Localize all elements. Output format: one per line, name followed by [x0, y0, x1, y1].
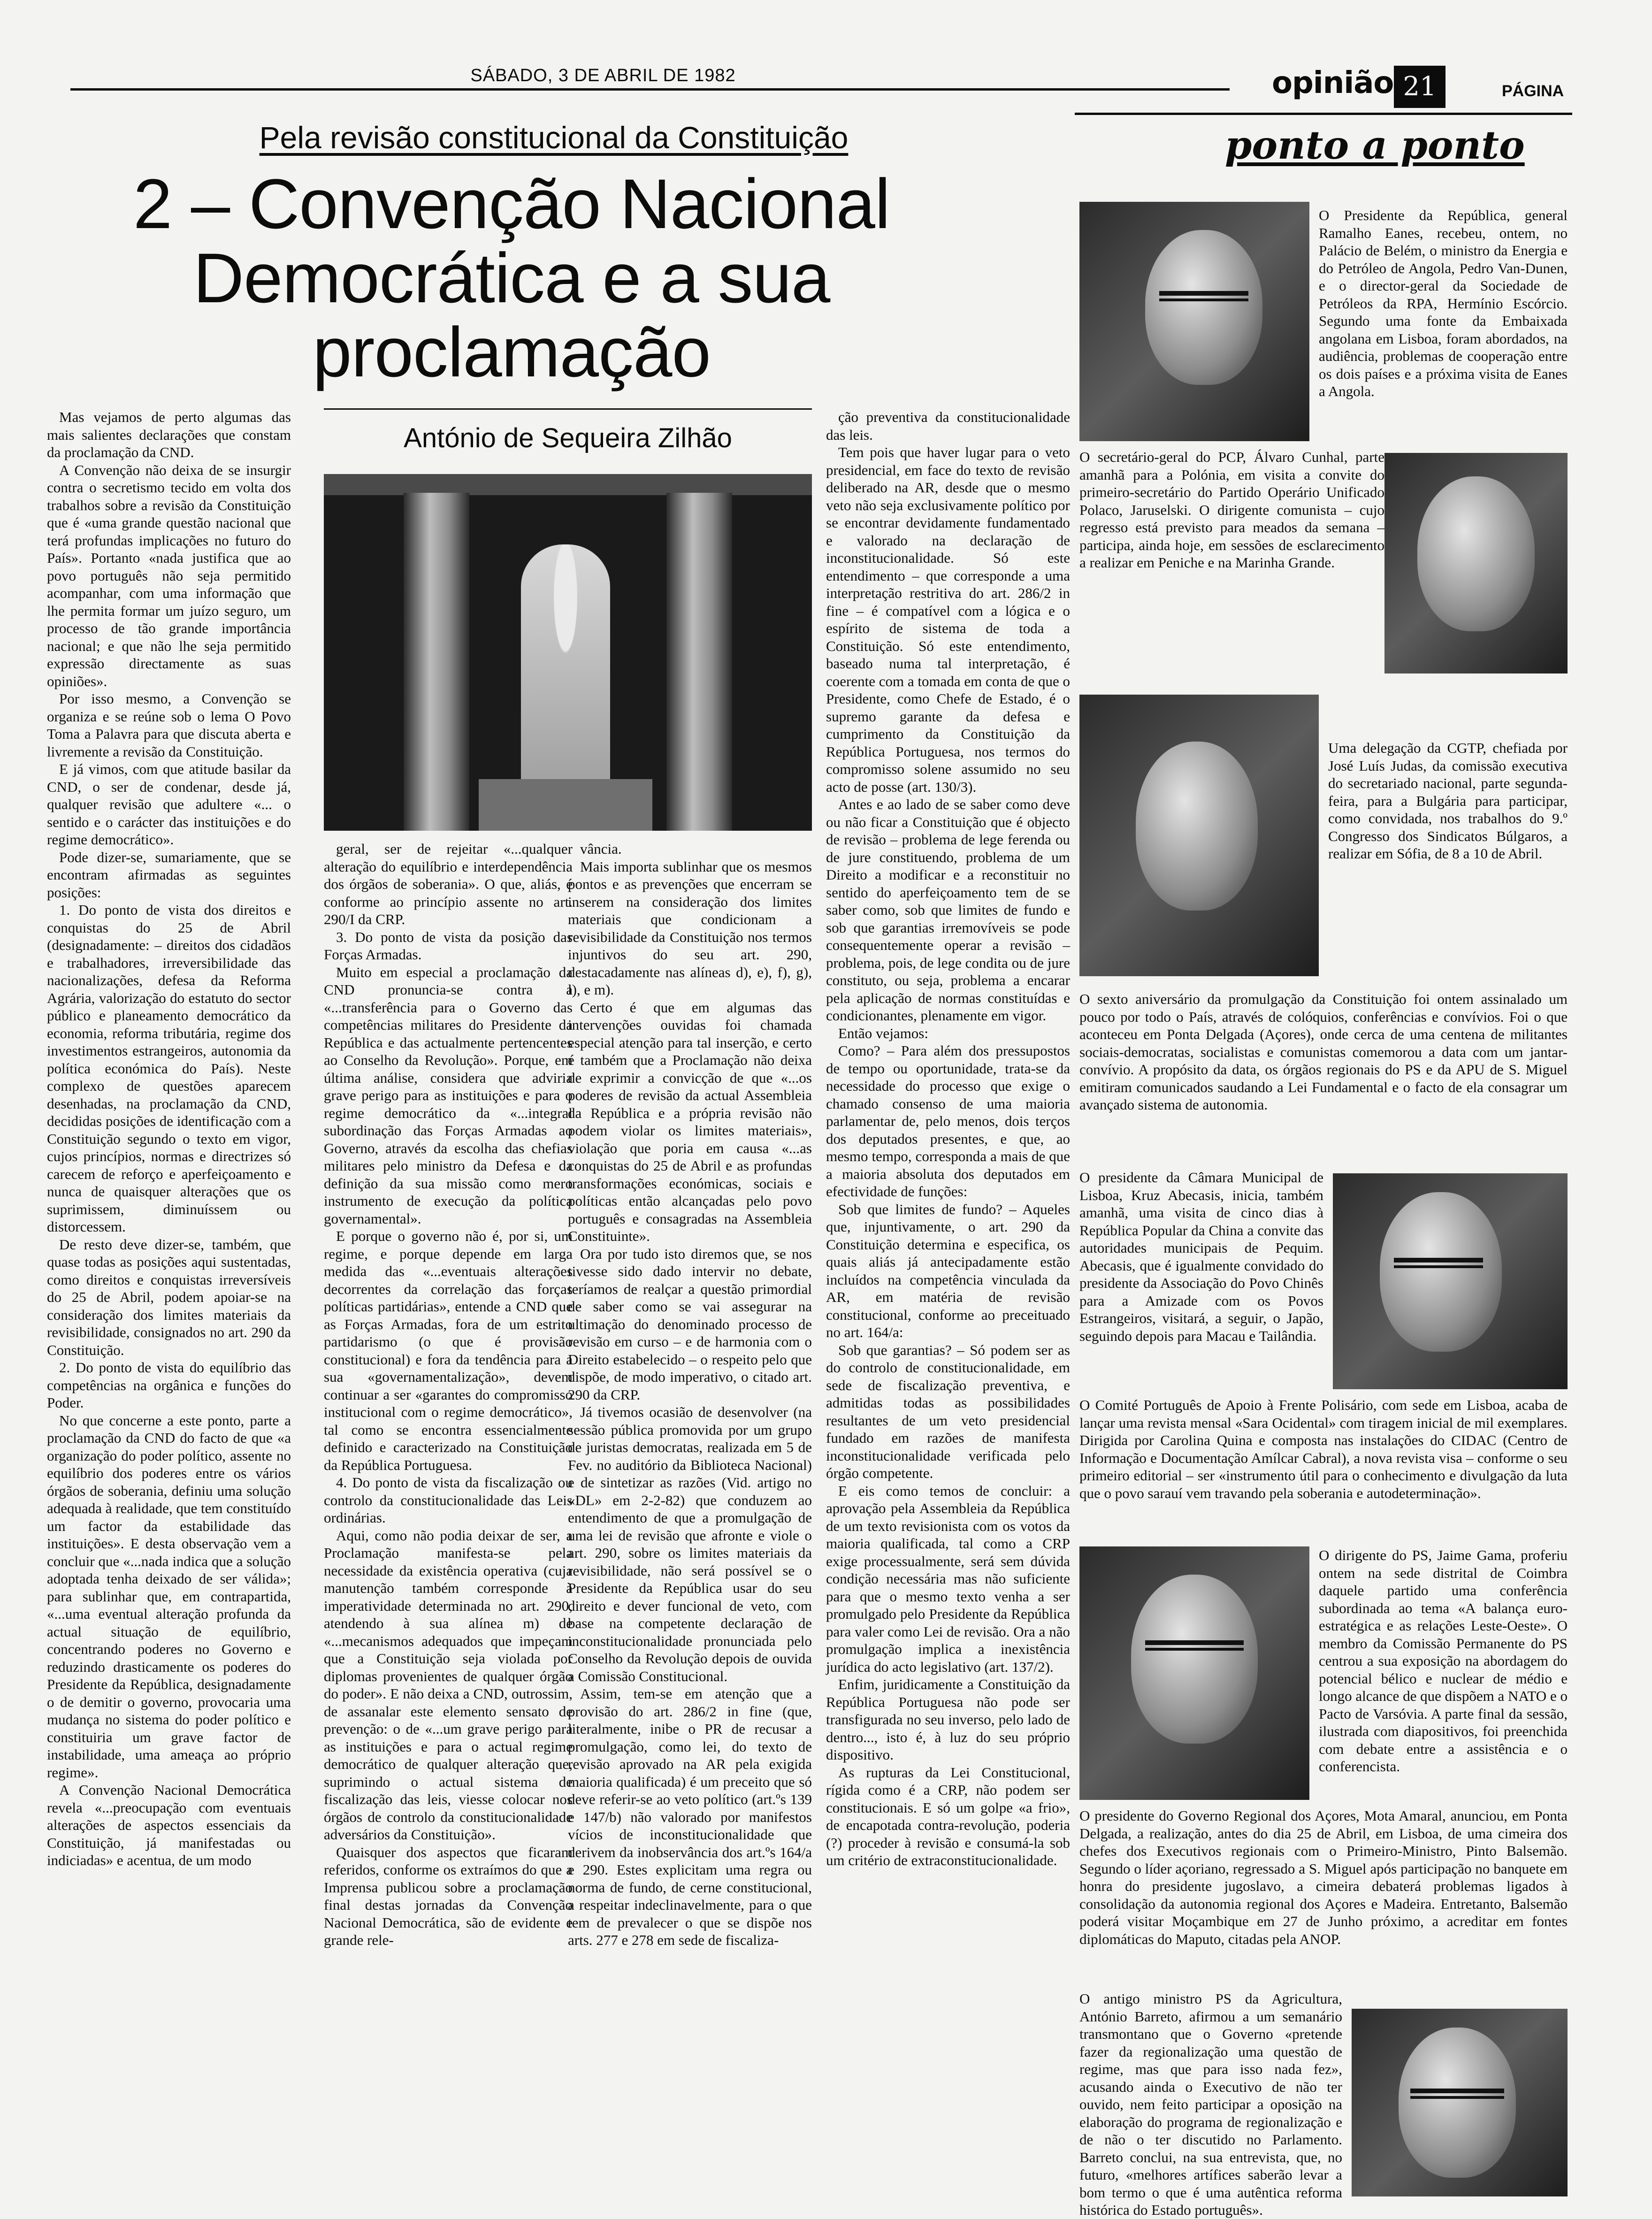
portrait-photo-6 [1352, 2009, 1568, 2196]
article-paragraph: Assim, tem-se em atenção que a provisão do art. 286/2 in fine (que, literalmente, inibe o PR de recusar a promulgação, como lei, do texto de revisão aprovado na AR pela exigida maioria qualificada) é um preceito que só deve referir-se ao veto político (art.ºs 139 e 147/b) não valorado por manifestos vícios de inconstitucionalidade que derivem da inobservância dos art.ºs 164/a e 290. Estes explicitam uma regra ou norma de fundo, de cerne constitucional, a respeitar indeclinavelmente, para o que tem de prevalecer o que se dispõe nos arts. 277 e 278 em sede de fiscaliza- [568, 1685, 812, 1948]
rail-item-6: O Comité Português de Apoio à Frente Polisário, com sede em Lisboa, acaba de lançar uma revista mensal «Sara Ocidental» com tiragem inicial de mil exemplares. Dirigida por Carolina Quina e composta nas instalações do CIDAC (Centro de Informação e Documentação Amílcar Cabral), a nova revista visa – conforme o seu primeiro editorial – ser «instrumento útil para o conhecimento e divulgação da luta que o povo sarauí vem travando pela soberania e autodeterminação». [1079, 1397, 1568, 1501]
portrait-face [1136, 742, 1258, 911]
article-paragraph: E porque o governo não é, por si, um regime, e porque depende em larga medida das «...eventuais alterações decorrentes da correlação das forças políticas partidárias», entende a CND que as Forças Armadas, fora de um estrito partidarismo (o que é provisão constitucional) e fora da tendência para a sua «governamentalização», devem continuar a ser «garantes do compromisso institucional com o regime democrático», tal como se encontra essencialmente definido e caracterizado na Constituição da República Portuguesa. [324, 1228, 573, 1473]
article-column-1 [47, 408, 291, 1869]
portrait-photo-3 [1079, 695, 1319, 976]
rail-item-7: O dirigente do PS, Jaime Gama, proferiu ontem na sede distrital de Coimbra daquele partido uma conferência subordinada ao tema «A balança euro-estratégica e as relações Leste-Oeste». O membro da Comissão Permanente do PS centrou a sua exposição na abordagem do potencial bélico e nuclear de médio e longo alcance de que dispõem a NATO e o Pacto de Varsóvia. A parte final da sessão, ilustrada com diapositivos, foi preenchida com debate entre a assistência e o conferencista. [1319, 1547, 1568, 1775]
article-column-3 [568, 840, 812, 1949]
article-paragraph: Muito em especial a proclamação da CND pronuncia-se contra a «...transferência para o Governo das competências militares do Presidente da República e das actualmente pertencentes ao Conselho da Revolução». Porque, em última análise, considera que adviria grave perigo para as instituições e para o regime democrático da «...integral subordinação das Forças Armadas ao Governo, através da escolha das chefias militares pelo ministro da Defesa e da definição da sua missão como mero instrumento de execução da política governamental». [324, 964, 573, 1227]
byline-rule [324, 408, 812, 410]
article-paragraph: Já tivemos ocasião de desenvolver (na sessão pública promovida por um grupo de juristas democratas, realizada em 5 de Fev. no auditório da Biblioteca Nacional) e de sintetizar as razões (Vid. artigo no «DL» em 2-2-82) que conduzem ao entendimento de que a promulgação de uma lei de revisão que afronte e viole o art. 290, sobre os limites materiais da revisibilidade, não será possível se o Presidente da República usar do seu direito e dever funcional de veto, com base na competente declaração de inconstitucionalidade pronunciada pelo Conselho da Revolução depois de ouvida a Comissão Constitucional. [568, 1404, 812, 1684]
article-paragraph: Tem pois que haver lugar para o veto presidencial, em face do texto de revisão deliberado na AR, desde que o mesmo veto não seja exclusivamente político por se encontrar devidamente fundamentado e valorado na declaração de inconstitucionalidade. Só este entendimento – que corresponde a uma interpretação restritiva do art. 286/2 in fine – é compatível com a lógica e o espírito de sistema de toda a Constituição. Só este entendimento, baseado numa tal interpretação, é coerente com a tomada em conta de que o Presidente, como Chefe de Estado, é o supremo garante da defesa e cumprimento da Constituição da República Portuguesa, nos termos do compromisso solene assumido no seu acto de posse (art. 130/3). [826, 444, 1070, 795]
article-paragraph: Certo é que em algumas das intervenções ouvidas foi chamada especial atenção para tal inserção, e certo é também que a Proclamação não deixa de exprimir a convicção de que «...os poderes de revisão da actual Assembleia da República e a própria revisão não podem violar os limites materiais», violação que poria em causa «...as conquistas do 25 de Abril e as profundas transformações económicas, sociais e políticas então alcançadas pelo povo português e consagradas na Assembleia Constituinte». [568, 999, 812, 1244]
photo-pedestal [479, 779, 652, 831]
rail-item-1: O Presidente da República, general Ramalho Eanes, recebeu, ontem, no Palácio de Belém, o ministro da Energia e do Petróleo de Angola, Pedro Van-Dunen, e o director-geral da Sociedade de Petróleos da RPA, Hermínio Escórcio. Segundo uma fonte da Embaixada angolana em Lisboa, foram abordados, na audiência, problemas de cooperação entre os dois países e a próxima visita de Eanes a Angola. [1319, 207, 1568, 399]
portrait-photo-2 [1384, 453, 1568, 673]
rail-item-3: Uma delegação da CGTP, chefiada por José Luís Judas, da comissão executiva do secretariado nacional, parte segunda-feira, para a Bulgária para participar, como convidada, nos trabalhos do 9.º Congresso dos Sindicatos Búlgaros, a realizar em Sófia, de 8 a 10 de Abril. [1328, 740, 1568, 862]
article-paragraph: As rupturas da Lei Constitucional, rígida como é a CRP, não podem ser constitucionais. E só um golpe «a frio», de encapotada contra-revolução, poderia (?) proceder à revisão e consumá-la sob um critério de extraconstitucionalidade. [826, 1764, 1070, 1868]
portrait-glasses [1394, 1258, 1483, 1268]
masthead-rule [70, 88, 1230, 91]
rail-item-8: O presidente do Governo Regional dos Açores, Mota Amaral, anunciou, em Ponta Delgada, a realização, antes do dia 25 de Abril, em Lisboa, de uma cimeira dos chefes dos Executivos regionais com o Primeiro-Ministro, Pinto Balsemão. Segundo o líder açoriano, regressado a S. Miguel após participação no banquete em honra do presidente jugoslavo, a cimeira debaterá problemas ligados à consolidação da autonomia regional dos Açores e Madeira. Entretanto, Balsemão poderá visitar Moçambique em 27 de Junho próximo, a acreditar em fontes diplomáticas do Maputo, citadas pela ANOP. [1079, 1807, 1568, 1947]
article-paragraph: Mais importa sublinhar que os mesmos pontos e as prevenções que encerram se inserem na consideração dos limites materiais que condicionam a revisibilidade da Constituição nos termos injuntivos do seu art. 290, destacadamente nas alíneas d), e), f), g), l), e m). [568, 858, 812, 998]
article-column-2 [324, 840, 573, 1949]
article-paragraph: A Convenção Nacional Democrática revela «...preocupação com eventuais alterações de aspectos essenciais da Constituição, já manifestadas ou indiciadas» e acentua, de um modo [47, 1782, 291, 1868]
article-paragraph: vância. [580, 841, 622, 857]
article-paragraph: 1. Do ponto de vista dos direitos e conquistas do 25 de Abril (designadamente: – direitos dos cidadãos e trabalhadores, irreversibilidade das nacionalizações, defesa da Reforma Agrária, valorização do estatuto do sector público e planeamento democrático da economia, reforma tributária, regime dos investimentos estrangeiros, autonomia da política económica do País). Neste complexo de questões aparecem desenhadas, na proclamação da CND, decididas posições de identificação com a Constituição segundo o texto em vigor, cujos princípios, normas e directrizes só carecem de reforço e aperfeiçoamento e nunca de quaisquer alterações que os suprimissem, diminuíssem ou distorcessem. [47, 902, 291, 1235]
portrait-face [1399, 2028, 1516, 2178]
photo-statue [521, 544, 610, 807]
article-paragraph: Então vejamos: [838, 1025, 928, 1041]
article-paragraph: Quaisquer dos aspectos que ficaram referidos, conforme os extraímos do que a Imprensa publicou sobre a proclamação final destas jornadas da Convenção Nacional Democrática, são de evidente e grande rele- [324, 1844, 573, 1948]
article-paragraph: 3. Do ponto de vista da posição das Forças Armadas. [324, 928, 573, 963]
portrait-photo-1 [1079, 202, 1309, 441]
article-paragraph: Mas vejamos de perto algumas das mais salientes declarações que constam da proclamação da CND. [47, 409, 291, 460]
article-byline: António de Sequeira Zilhão [404, 423, 732, 453]
article-paragraph: Aqui, como não podia deixar de ser, a Proclamação manifesta-se pela necessidade da existência operativa (cuja manutenção também corresponde à imperatividade determinada no art. 290, atendendo à sua alínea m) de «...mecanismos adequados que impeçam que a Constituição seja violada por diplomas provenientes de qualquer órgão do poder». E não deixa a CND, outrossim, de assanalar este elemento sensato de prevenção: o de «...um grave perigo para as instituições e para o actual regime democrático de qualquer alteração que, suprimindo o actual sistema de fiscalização das leis, viesse colocar nos órgãos de controlo da constitucionalidade adversários da Constituição». [324, 1527, 573, 1843]
article-paragraph: Por isso mesmo, a Convenção se organiza e se reúne sob o lema O Povo Toma a Palavra para que discuta aberta e livremente a revisão da Constituição. [47, 690, 291, 760]
issue-date: SÁBADO, 3 DE ABRIL DE 1982 [470, 66, 736, 85]
article-paragraph: Antes e ao lado de se saber como deve ou não ficar a Constituição que é objecto de revisão – problema de lege ferenda ou de jure constituendo, problema de um Direito a modificar e a reconstituir no sentido do aperfeiçoamento tem de se saber como, sob que limites de fundo e sob que garantias irremovíveis se pode consequentemente operar a revisão – problema, pois, de lege condita ou de jure constituto, ou seja, problema a encarar pela aplicação de normas constituídas e condicionantes, plenamente em vigor. [826, 796, 1070, 1024]
article-paragraph: E já vimos, com que atitude basilar da CND, o ser de condenar, desde já, qualquer revisão que adultere «... o sentido e o carácter das instituições e do regime democrático». [47, 761, 291, 848]
article-headline: 2 – Convenção Nacional Democrática e a sua proclamação [133, 164, 890, 391]
portrait-photo-5 [1079, 1546, 1309, 1800]
article-paragraph: geral, ser de rejeitar «...qualquer alteração do equilíbrio e interdependência dos órgãos de soberania». O que, aliás, é conforme ao princípio assente no art. 290/I da CRP. [324, 841, 573, 927]
photo-column-left [404, 493, 469, 831]
article-paragraph: 4. Do ponto de vista da fiscalização ou controlo da constitucionalidade das Leis ordinárias. [324, 1474, 573, 1526]
article-paragraph: A Convenção não deixa de se insurgir contra o secretismo tecido em volta dos trabalhos sobre a revisão da Constituição que é «uma grande questão nacional que terá profundas implicações no futuro do País». Portanto «nada justifica que ao povo português não seja permitido acompanhar, com uma informação que lhe permita formar um juízo seguro, um processo de tão grande importância nacional; e que não lhe seja permitido expressão directamente as suas opiniões». [47, 461, 291, 689]
rail-item-4: O sexto aniversário da promulgação da Constituição foi ontem assinalado um pouco por todo o País, através de colóquios, conferências e convívios. Foi o que aconteceu em Ponta Delgada (Açores), onde cerca de uma centena de militantes sociais-democratas, socialistas e comunistas comemorou a data com um jantar-convívio. A propósito da data, os órgãos regionais do PS e da APU de S. Miguel emitiram comunicados saudando a Lei Fundamental e o facto de ela consagrar um avançado sistema de autonomia. [1079, 991, 1568, 1113]
article-paragraph: Sob que garantias? – Só podem ser as do controlo de constitucionalidade, em sede de fiscalização preventiva, e admitidas todas as possibilidades resultantes de um veto presidencial fundado em razões de manifesta inconstitucionalidade verificada pelo órgão competente. [826, 1341, 1070, 1481]
article-paragraph: Pode dizer-se, sumariamente, que se encontram afirmadas as seguintes posições: [47, 849, 291, 901]
rail-rule [1075, 113, 1572, 115]
article-paragraph: No que concerne a este ponto, parte a proclamação da CND do facto de que «a organização do poder político, assente no equilíbrio dos poderes entre os vários órgãos de soberania, definiu uma solução adequada à realidade, que tem constituído um factor da estabilidade das instituições». E desta observação vem a concluir que «...nada indica que a solução adoptada tenha deixado de ser válida»; para sublinhar que, em contrapartida, «...uma eventual alteração profunda da actual situação de equilíbrio, concentrando poderes no Governo e reduzindo drasticamente os poderes do Presidente da República, designadamente o de demitir o governo, provocaria uma mudança no sistema do poder político e constituiria um grave factor de instabilidade, uma ameaça ao próprio regime». [47, 1412, 291, 1781]
article-paragraph: Como? – Para além dos pressupostos de tempo ou oportunidade, trata-se da necessidade do processo que exige o chamado consenso de uma maioria parlamentar de, pelo menos, dois terços dos deputados presentes, e que, ao mesmo tempo, corresponda a mais de que a maioria absoluta dos deputados em efectividade de funções: [826, 1042, 1070, 1200]
rail-item-9: O antigo ministro PS da Agricultura, António Barreto, afirmou a um semanário transmontano que o Governo «pretende fazer da regionalização uma questão de regime, mas que para isso nada fez», acusando ainda o Executivo de não ter ouvido, nem feito participar a oposição na elaboração do programa de regionalização e de não o ter discutido no Parlamento. Barreto conclui, na sua entrevista, que, no futuro, «melhores artífices saberão levar a bom termo o que é uma autêntica reforma histórica do Estado português». [1079, 1990, 1342, 2218]
portrait-glasses [1145, 1640, 1244, 1651]
portrait-glasses [1410, 2089, 1504, 2099]
portrait-glasses [1159, 291, 1248, 301]
statue-photo [324, 474, 812, 831]
article-kicker: Pela revisão constitucional da Constituição [259, 120, 849, 155]
rail-title: ponto a ponto [1225, 123, 1525, 168]
portrait-face [1417, 476, 1535, 631]
article-paragraph: De resto deve dizer-se, também, que quase todas as posições aqui sustentadas, como direitos e conquistas irreversíveis do 25 de Abril, podem apoiar-se na consideração dos limites materiais da revisibilidade, consignados no art. 290 da Constituição. [47, 1236, 291, 1358]
article-paragraph: Enfim, juridicamente a Constituição da República Portuguesa não pode ser transfigurada no seu inverso, pelo lado de dentro..., isto é, à luz do seu próprio dispositivo. [826, 1676, 1070, 1763]
article-paragraph: ção preventiva da constitucionalidade das leis. [826, 409, 1070, 443]
portrait-face [1145, 230, 1262, 385]
photo-column-right [666, 493, 732, 831]
portrait-photo-4 [1333, 1173, 1568, 1389]
page-number-badge: 21 [1394, 66, 1446, 108]
rail-item-5: O presidente da Câmara Municipal de Lisboa, Kruz Abecasis, inicia, também amanhã, uma visita de cinco dias à República Popular da China a convite das autoridades municipais de Pequim. Abecasis, que é igualmente convidado do presidente da Associação do Povo Chinês para a Amizade com os Povos Estrangeiros, visitará, a seguir, o Japão, seguindo depois para Macau e Tailândia. [1079, 1169, 1323, 1344]
portrait-face [1380, 1192, 1502, 1352]
article-paragraph: Ora por tudo isto diremos que, se nos tivesse sido dado intervir no debate, teríamos de realçar a questão primordial de saber como se vai assegurar na ultimação do denominado processo de revisão em curso – e de harmonia com o Direito estabelecido – o respeito pelo que dispõe, de modo imperativo, o citado art. 290 da CRP. [568, 1245, 812, 1403]
rail-item-2: O secretário-geral do PCP, Álvaro Cunhal, parte amanhã para a Polónia, em visita a convite do primeiro-secretário do Partido Operário Unificado Polaco, Jaruselski. O dirigente comunista – cujo regresso está previsto para meados da semana – participa, ainda hoje, em sessões de esclarecimento a realizar em Peniche e na Marinha Grande. [1079, 449, 1384, 571]
photo-lintel [324, 474, 812, 495]
article-paragraph: 2. Do ponto de vista do equilíbrio das competências na orgânica e funções do Poder. [47, 1359, 291, 1411]
article-column-4 [826, 408, 1070, 1869]
section-name: opinião [1272, 66, 1394, 100]
portrait-face [1131, 1575, 1258, 1744]
page-label: PÁGINA [1502, 82, 1564, 100]
article-paragraph: E eis como temos de concluir: a aprovação pela Assembleia da República de um texto revisionista com os votos da maioria qualificada, tal como a CRP exige processualmente, será sem dúvida condição necessária mas não suficiente para que o mesmo texto venha a ser promulgado pelo Presidente da República para valer como Lei de revisão. Ora a não promulgação implica a inexistência jurídica do acto legislativo (art. 137/2). [826, 1482, 1070, 1675]
article-paragraph: Sob que limites de fundo? – Aqueles que, injuntivamente, o art. 290 da Constituição determina e especifica, os quais aliás já antecipadamente estão incluídos na competência vinculada da AR, em matéria de revisão constitucional, conforme ao preceituado no art. 164/a: [826, 1201, 1070, 1340]
